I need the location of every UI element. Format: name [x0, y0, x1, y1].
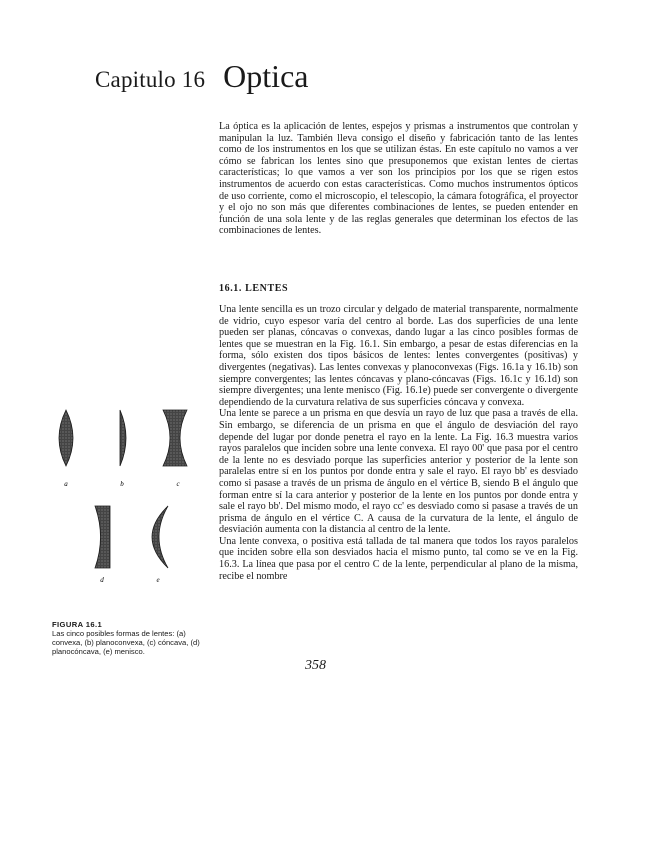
section-body — [219, 304, 578, 582]
lens-convex-shape — [59, 410, 73, 466]
section-number: 16.1. — [219, 283, 242, 294]
intro-paragraph-block — [219, 121, 578, 237]
chapter-label: Capitulo 16 — [95, 67, 206, 92]
lens-figure — [50, 398, 200, 588]
lens-label-b: b — [120, 480, 124, 488]
lens-shapes-illustration — [50, 398, 200, 588]
lens-label-d: d — [100, 576, 104, 584]
section-paragraph: Una lente convexa, o positiva está tallada de tal manera que todos los rayos paralelos que inciden sobre ella son desviados hacia el mismo punto, tal como se ve en la Fig. 16.3. La línea que pasa por el centro C de la lente, perpendicular al plano de la misma, recibe el nombre — [219, 535, 578, 582]
lens-label-a: a — [64, 480, 68, 488]
section-paragraph: Una lente sencilla es un trozo circular y delgado de material transparente, normalmente de vidrio, cuyo espesor varía del centro al borde. Las dos superficies de una lente pueden ser planas, cóncavas o convexas, dando lugar a las cinco posibles formas de lentes que se muestran en la Fig. 16.1. Sin embargo, a pesar de estas diferencias en la forma, sólo existen dos tipos básicos de lentes: lentes convergentes (positivas) y divergentes (negativas). Las lentes convexas y planoconvexas (Figs. 16.1a y 16.1b) son siempre convergentes; las lentes cóncavas y plano-cóncavas (Figs. 16.1c y 16.1d) son siempre divergentes; una lente menisco (Fig. 16.1e) puede ser convergente o divergente dependiendo de la curvatura relativa de sus superficies cóncava y convexa. — [219, 304, 578, 408]
chapter-heading — [95, 58, 308, 95]
page-number: 358 — [305, 658, 326, 673]
section-title: LENTES — [245, 283, 289, 294]
figure-caption — [52, 620, 202, 656]
lens-planoconvex-shape — [120, 410, 126, 466]
chapter-title: Optica — [223, 58, 309, 94]
figure-label: FIGURA 16.1 — [52, 620, 103, 629]
intro-paragraph: La óptica es la aplicación de lentes, espejos y prismas a instrumentos que controlan y manipulan la luz. También lleva consigo el diseño y fabricación tanto de las lentes como de los instrumentos en los que se utilizan éstas. En este capítulo no vamos a ver cómo se fabrican los lentes sino que presuponemos que existan lentes de ciertas características; lo que vamos a ver son los principios por los que se rigen estos instrumentos de acuerdo con estas características. Como muchos instrumentos ópticos de uso corriente, como el microscopio, el telescopio, la cámara fotográfica, el proyector y el ojo no son más que diferentes combinaciones de lentes, se pueden entender en función de una sola lente y de las reglas generales que determinan los efectos de las combinaciones de lentes. — [219, 121, 578, 237]
lens-concave-shape — [163, 410, 187, 466]
section-paragraph: Una lente se parece a un prisma en que desvía un rayo de luz que pasa a través de ella. Sin embargo, se diferencia de un prisma en que el ángulo de desviación del rayo depende del lugar por donde penetra el rayo en la lente. La Fig. 16.3 muestra varios rayos paralelos que inciden sobre una lente convexa. El rayo 00' que pasa por el centro de la lente no es desviado porque las superficies anterior y posterior de la lente son paralelas entre sí en los puntos por donde entra y sale el rayo. El rayo bb' es desviado como si pasase a través de un prisma de ángulo en el vértice B, siendo B el ángulo que forman entre sí la cara anterior y posterior de la lente en los puntos por donde entra y sale el rayo bb'. Del mismo modo, el rayo cc' es desviado como si pasase a través de un prisma de ángulo en el vértice C. A causa de la curvatura de la lente, el ángulo de desviación aumenta con la distancia al centro de la lente. — [219, 408, 578, 536]
figure-caption-text: Las cinco posibles formas de lentes: (a) convexa, (b) planoconvexa, (c) cóncava, (d) planocóncava, (e) menisco. — [52, 629, 200, 656]
section-heading — [219, 283, 288, 294]
lens-label-e: e — [156, 576, 160, 584]
lens-label-c: c — [176, 480, 180, 488]
lens-meniscus-shape — [152, 506, 168, 568]
lens-planoconcave-shape — [95, 506, 110, 568]
